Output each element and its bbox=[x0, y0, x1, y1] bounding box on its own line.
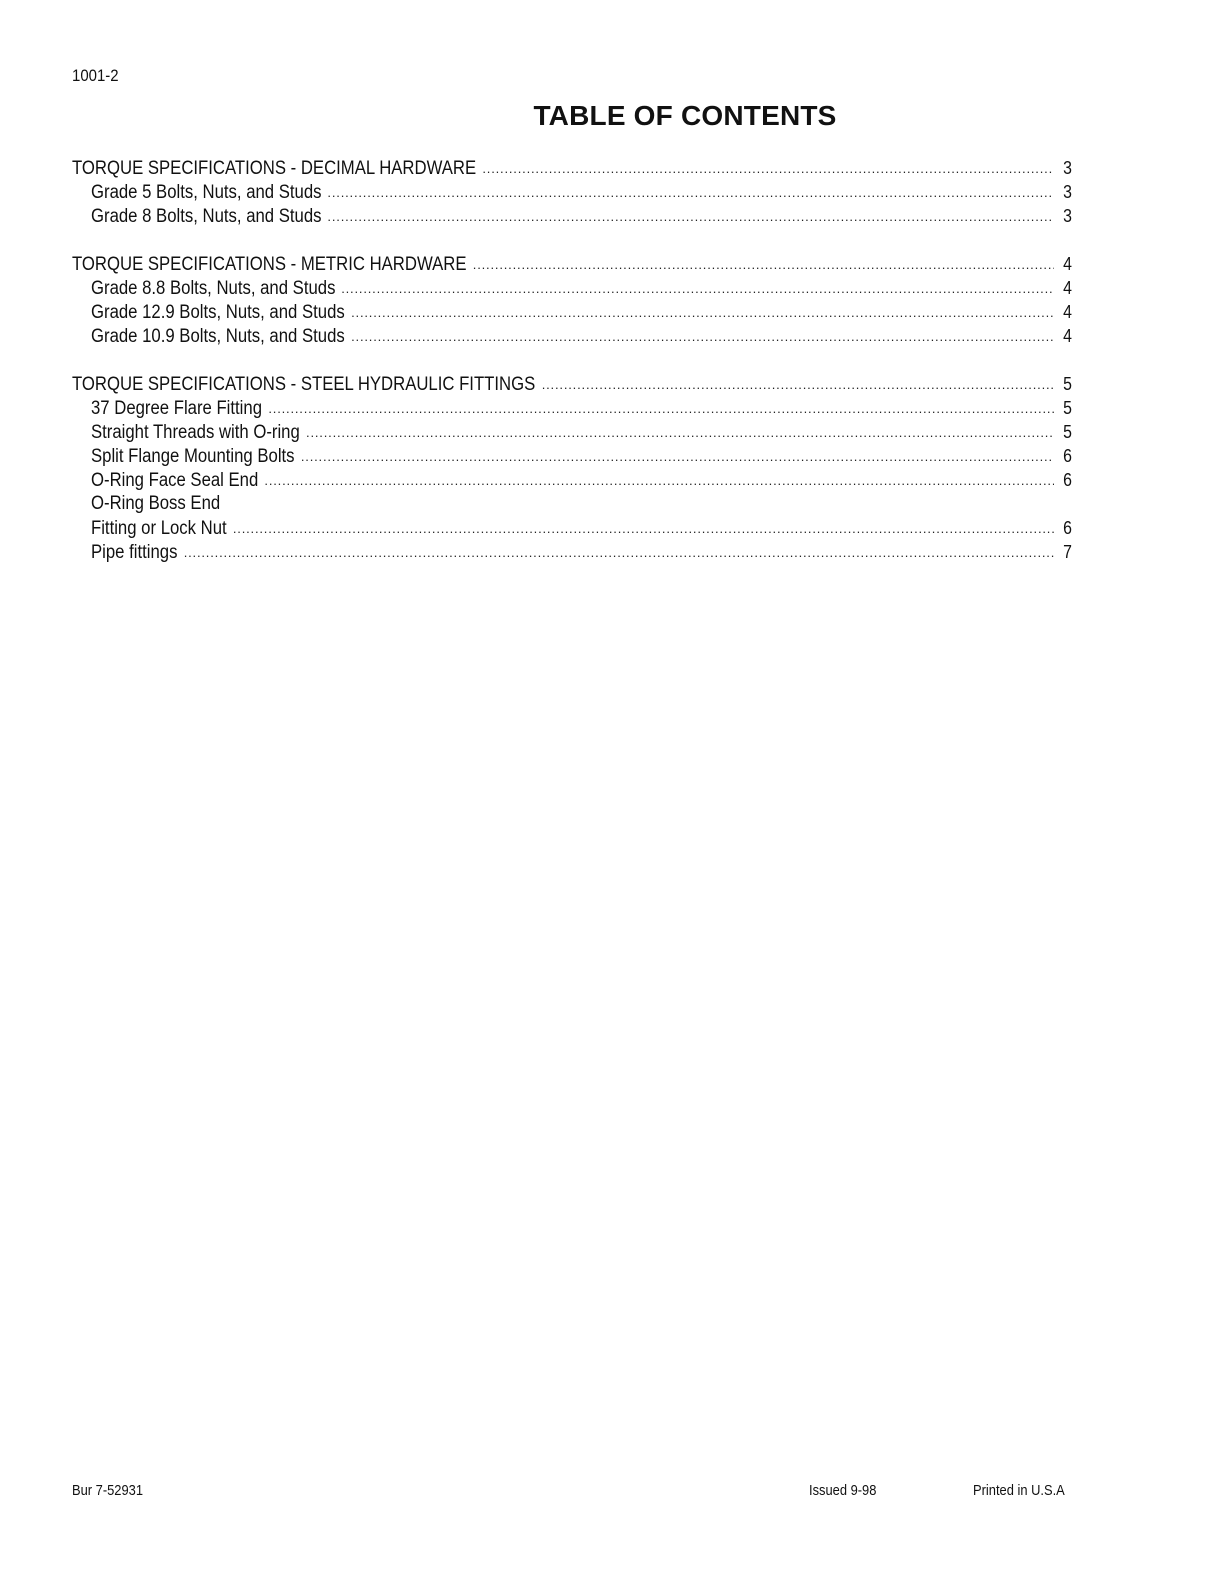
toc-subentry[interactable] bbox=[72, 468, 1072, 492]
toc-entry-label: Fitting or Lock Nut bbox=[91, 518, 227, 539]
toc-page-number: 4 bbox=[1063, 326, 1072, 346]
toc-entry-label: TORQUE SPECIFICATIONS - DECIMAL HARDWARE bbox=[72, 158, 477, 179]
toc-heading-entry[interactable] bbox=[72, 156, 1072, 180]
toc-dot-leader bbox=[482, 157, 1054, 181]
toc-dot-leader bbox=[306, 421, 1054, 445]
toc-subentry[interactable] bbox=[72, 180, 1072, 204]
toc-page-number: 4 bbox=[1063, 278, 1072, 298]
toc-dot-leader bbox=[301, 445, 1054, 469]
toc-subentry[interactable] bbox=[72, 204, 1072, 228]
toc-subentry[interactable] bbox=[72, 324, 1072, 348]
toc-entry-label: Split Flange Mounting Bolts bbox=[91, 446, 295, 467]
footer-issued-date: Issued 9-98 bbox=[809, 1482, 877, 1499]
table-of-contents bbox=[72, 156, 1072, 588]
page-title: TABLE OF CONTENTS bbox=[533, 100, 837, 131]
toc-page-number: 6 bbox=[1063, 470, 1072, 490]
toc-entry-label: Pipe fittings bbox=[91, 542, 178, 563]
toc-dot-leader bbox=[327, 181, 1054, 205]
toc-page-number: 5 bbox=[1063, 398, 1072, 418]
toc-dot-leader bbox=[264, 469, 1054, 493]
toc-dot-leader bbox=[327, 205, 1054, 229]
toc-dot-leader bbox=[341, 277, 1054, 301]
toc-entry-label: Grade 5 Bolts, Nuts, and Studs bbox=[91, 182, 322, 203]
toc-page-number: 3 bbox=[1063, 182, 1072, 202]
toc-dot-leader bbox=[542, 373, 1054, 397]
toc-entry-label: Grade 12.9 Bolts, Nuts, and Studs bbox=[91, 302, 345, 323]
toc-entry-label: Grade 8 Bolts, Nuts, and Studs bbox=[91, 206, 322, 227]
toc-page-number: 5 bbox=[1063, 422, 1072, 442]
toc-subentry[interactable] bbox=[72, 516, 1072, 540]
toc-page-number: 3 bbox=[1063, 158, 1072, 178]
toc-page-number: 3 bbox=[1063, 206, 1072, 226]
toc-section bbox=[72, 252, 1072, 348]
toc-entry-label: 37 Degree Flare Fitting bbox=[91, 398, 263, 419]
toc-page-number: 4 bbox=[1063, 254, 1072, 274]
toc-heading-entry[interactable] bbox=[72, 252, 1072, 276]
toc-subentry[interactable] bbox=[72, 420, 1072, 444]
toc-subentry[interactable] bbox=[72, 276, 1072, 300]
toc-heading-entry[interactable] bbox=[72, 372, 1072, 396]
page-number: 1001-2 bbox=[72, 66, 119, 85]
toc-dot-leader bbox=[268, 397, 1054, 421]
toc-subentry[interactable] bbox=[72, 540, 1072, 564]
toc-page-number: 7 bbox=[1063, 542, 1072, 562]
toc-subentry[interactable] bbox=[72, 492, 1072, 516]
toc-dot-leader bbox=[233, 517, 1054, 541]
toc-subentry[interactable] bbox=[72, 444, 1072, 468]
toc-entry-label: Straight Threads with O-ring bbox=[91, 422, 300, 443]
toc-page-number: 6 bbox=[1063, 446, 1072, 466]
toc-dot-leader bbox=[473, 253, 1054, 277]
toc-entry-label: Grade 8.8 Bolts, Nuts, and Studs bbox=[91, 278, 336, 299]
toc-entry-label: Grade 10.9 Bolts, Nuts, and Studs bbox=[91, 326, 345, 347]
toc-dot-leader bbox=[351, 325, 1054, 349]
toc-subentry[interactable] bbox=[72, 396, 1072, 420]
footer-document-number: Bur 7-52931 bbox=[72, 1482, 144, 1499]
toc-section bbox=[72, 372, 1072, 564]
toc-page-number: 5 bbox=[1063, 374, 1072, 394]
toc-section bbox=[72, 156, 1072, 228]
toc-entry-label: O-Ring Face Seal End bbox=[91, 470, 259, 491]
toc-entry-label: O-Ring Boss End bbox=[91, 493, 221, 514]
toc-page-number: 4 bbox=[1063, 302, 1072, 322]
toc-entry-label: TORQUE SPECIFICATIONS - STEEL HYDRAULIC FITTINGS bbox=[72, 374, 536, 395]
footer-printed-location: Printed in U.S.A bbox=[973, 1482, 1065, 1499]
toc-dot-leader bbox=[184, 541, 1054, 565]
toc-dot-leader bbox=[351, 301, 1054, 325]
toc-entry-label: TORQUE SPECIFICATIONS - METRIC HARDWARE bbox=[72, 254, 467, 275]
toc-page-number: 6 bbox=[1063, 518, 1072, 538]
toc-subentry[interactable] bbox=[72, 300, 1072, 324]
